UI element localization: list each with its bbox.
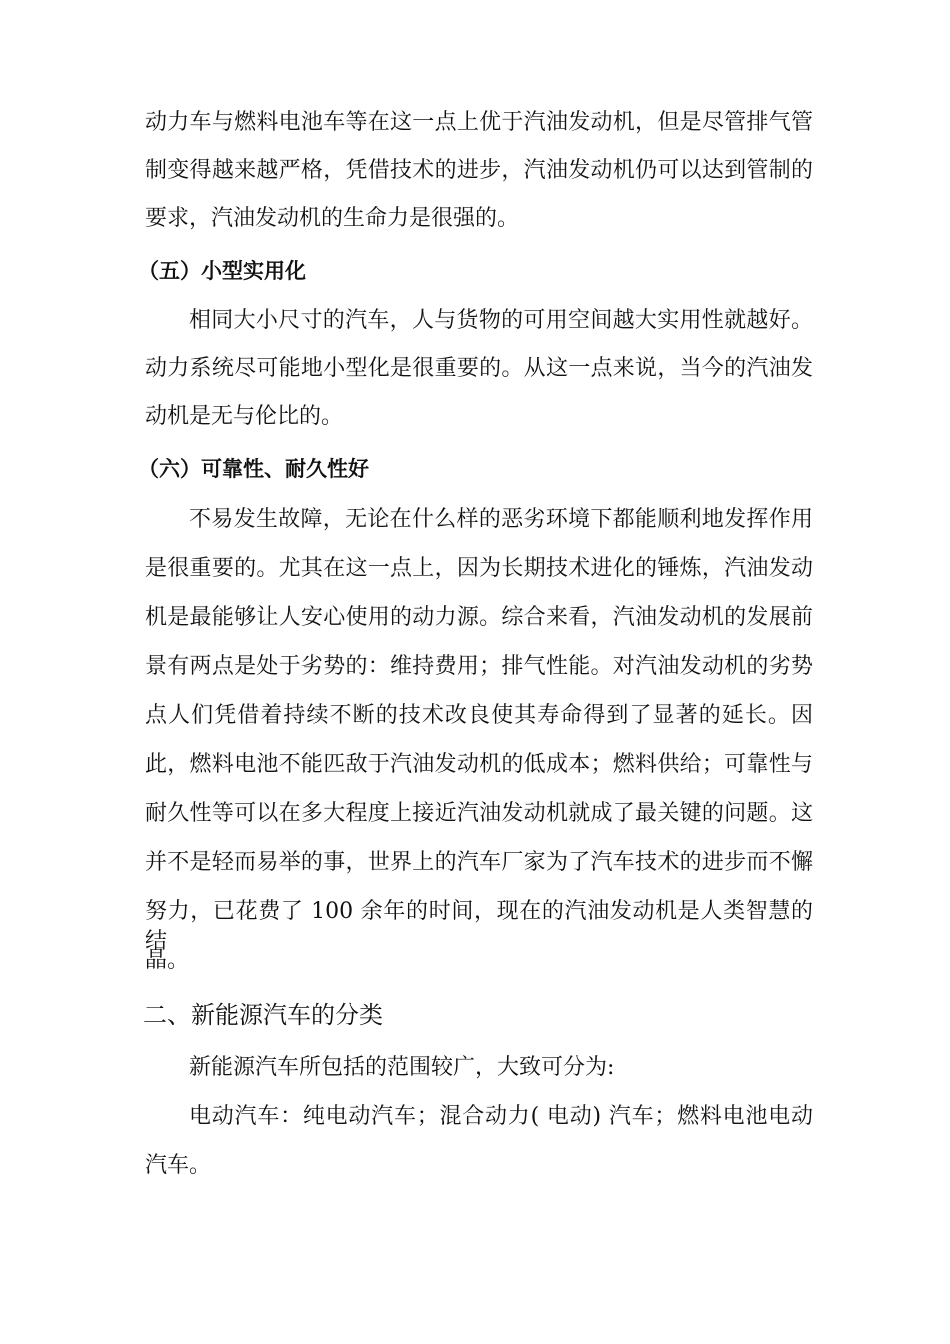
- paragraph-line: 景有两点是处于劣势的：维持费用；排气性能。对汽油发动机的劣势: [145, 654, 813, 679]
- subheading-6: （六）可靠性、耐久性好: [138, 457, 369, 481]
- paragraph-line: 电动汽车：纯电动汽车；混合动力( 电动) 汽车；燃料电池电动: [189, 1104, 813, 1129]
- paragraph-line: 新能源汽车所包括的范围较广，大致可分为:: [189, 1055, 615, 1080]
- paragraph-line: 相同大小尺寸的汽车，人与货物的可用空间越大实用性就越好。: [189, 308, 813, 333]
- paragraph-line: 动力系统尽可能地小型化是很重要的。从这一点来说，当今的汽油发: [145, 356, 813, 381]
- paragraph-line: 机是最能够让人安心使用的动力源。综合来看，汽油发动机的发展前: [145, 605, 813, 630]
- paragraph-line: 此，燃料电池不能匹敌于汽油发动机的低成本；燃料供给；可靠性与: [145, 752, 813, 777]
- paragraph-line: 点人们凭借着持续不断的技术改良使其寿命得到了显著的延长。因: [145, 703, 813, 728]
- paragraph-line: 不易发生故障，无论在什么样的恶劣环境下都能顺利地发挥作用: [189, 507, 813, 532]
- subheading-5: （五）小型实用化: [138, 259, 306, 283]
- paragraph-line: 晶。: [145, 948, 190, 973]
- paragraph-line: 努力，已花费了 100 余年的时间，现在的汽油发动机是人类智慧的结: [145, 899, 813, 954]
- paragraph-line: 制变得越来越严格，凭借技术的进步，汽油发动机仍可以达到管制的: [145, 158, 813, 183]
- paragraph-line: 汽车。: [145, 1153, 212, 1178]
- section-heading-2: 二、新能源汽车的分类: [143, 1001, 383, 1029]
- paragraph-line: 并不是轻而易举的事，世界上的汽车厂家为了汽车技术的进步而不懈: [145, 850, 813, 875]
- paragraph-line: 动机是无与伦比的。: [145, 404, 344, 429]
- paragraph-line: 耐久性等可以在多大程度上接近汽油发动机就成了最关键的问题。这: [145, 801, 813, 826]
- paragraph-line: 要求，汽油发动机的生命力是很强的。: [145, 206, 520, 231]
- paragraph-line: 是很重要的。尤其在这一点上，因为长期技术进化的锤炼，汽油发动: [145, 556, 813, 581]
- paragraph-line: 动力车与燃料电池车等在这一点上优于汽油发动机，但是尽管排气管: [145, 110, 813, 135]
